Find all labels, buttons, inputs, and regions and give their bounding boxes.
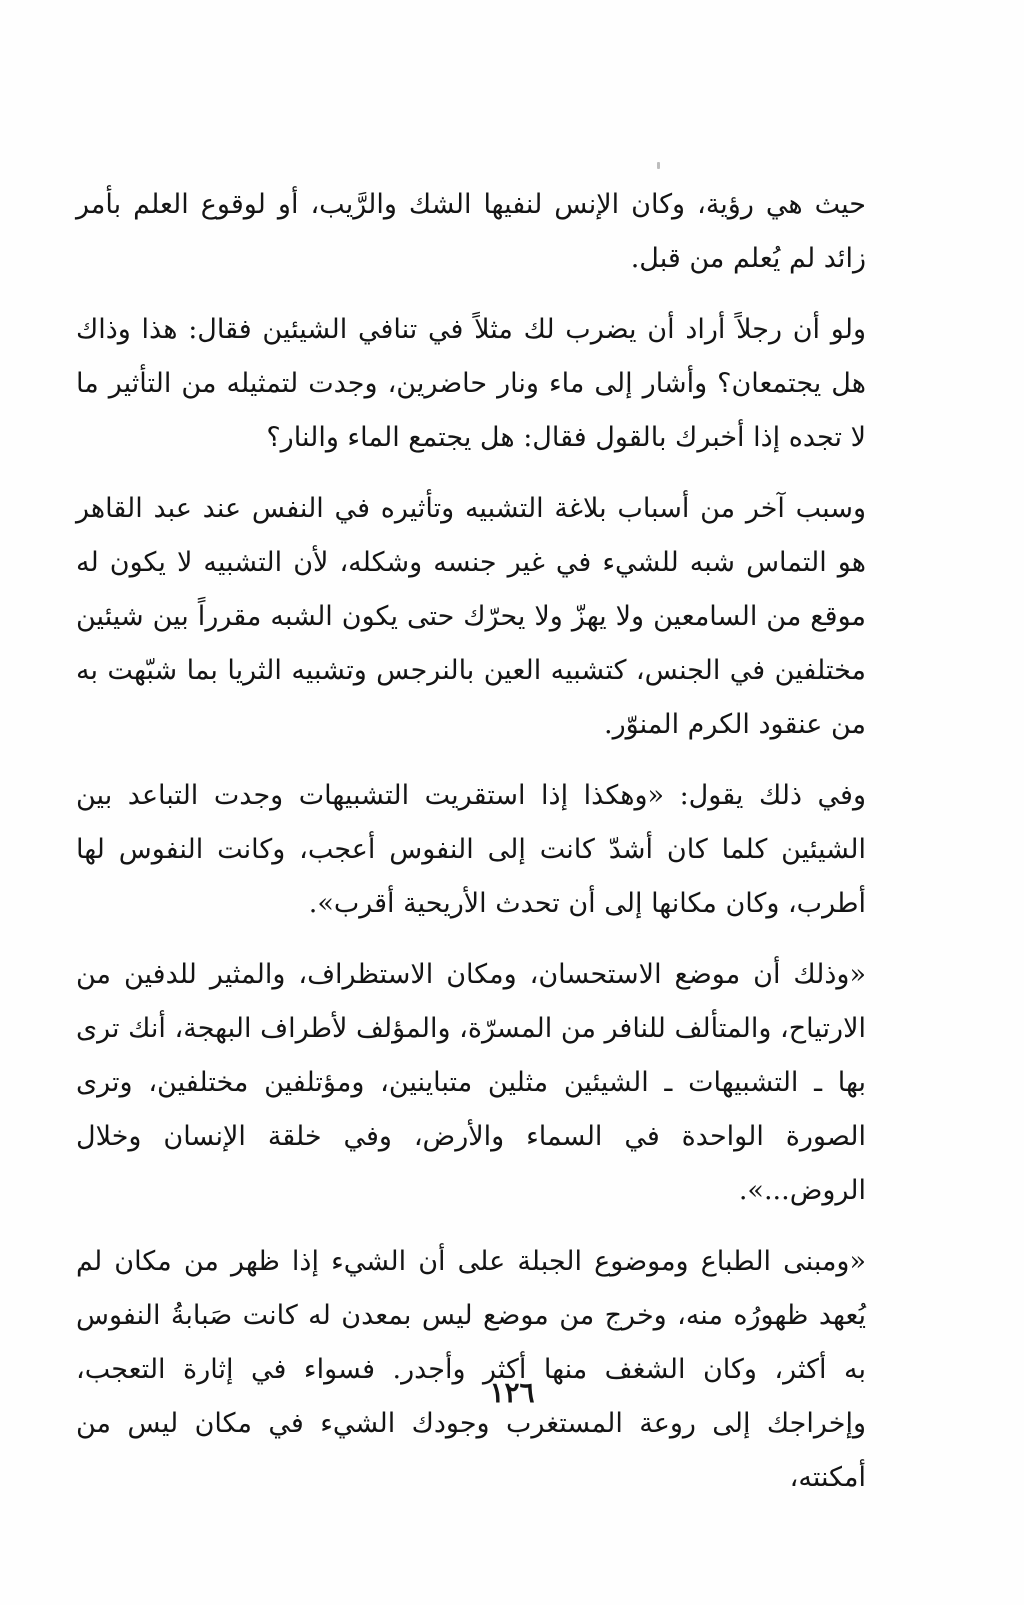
paragraph-4: وفي ذلك يقول: «وهكذا إذا استقريت التشبيهات وجدت التباعد بين الشيئين كلما كان أشدّ كانت إلى النفوس أعجب، وكانت النفوس لها أطرب، وكان مكانها إلى أن تحدث الأريحية أقرب». xyxy=(76,780,866,919)
scan-speck xyxy=(657,162,660,169)
paragraph-2: ولو أن رجلاً أراد أن يضرب لك مثلاً في تنافي الشيئين فقال: هذا وذاك هل يجتمعان؟ وأشار إلى ماء ونار حاضرين، وجدت لتمثيله من التأثير ما لا تجده إذا أخبرك بالقول فقال: هل يجتمع الماء والنار؟ xyxy=(76,314,866,453)
page-number: ١٢٦ xyxy=(489,1376,535,1409)
paragraph-6: «ومبنى الطباع وموضوع الجبلة على أن الشيء إذا ظهر من مكان لم يُعهد ظهورُه منه، وخرج من موضع ليس بمعدن له كانت صَبابةُ النفوس به أكثر، وكان الشغف منها أكثر وأجدر. فسواء في إثارة التعجب، وإخراجك إلى روعة المستغرب وجودك الشيء في مكان ليس من أمكنته، xyxy=(76,1246,866,1493)
paragraph-3: وسبب آخر من أسباب بلاغة التشبيه وتأثيره في النفس عند عبد القاهر هو التماس شبه للشيء في غير جنسه وشكله، لأن التشبيه لا يكون له موقع من السامعين ولا يهزّ ولا يحرّك حتى يكون الشبه مقرراً بين شيئين مختلفين في الجنس، كتشبيه العين بالنرجس وتشبيه الثريا بما شبّهت به من عنقود الكرم المنوّر. xyxy=(76,493,866,740)
body-text xyxy=(76,178,866,1522)
paragraph-5: «وذلك أن موضع الاستحسان، ومكان الاستظراف، والمثير للدفين من الارتياح، والمتألف للنافر من المسرّة، والمؤلف لأطراف البهجة، أنك ترى بها ـ التشبيهات ـ الشيئين مثلين متباينين، ومؤتلفين مختلفين، وترى الصورة الواحدة في السماء والأرض، وفي خلقة الإنسان وخلال الروض...». xyxy=(76,959,866,1206)
paragraph-1: حيث هي رؤية، وكان الإنس لنفيها الشك والرَّيب، أو لوقوع العلم بأمر زائد لم يُعلم من قبل. xyxy=(76,189,866,274)
